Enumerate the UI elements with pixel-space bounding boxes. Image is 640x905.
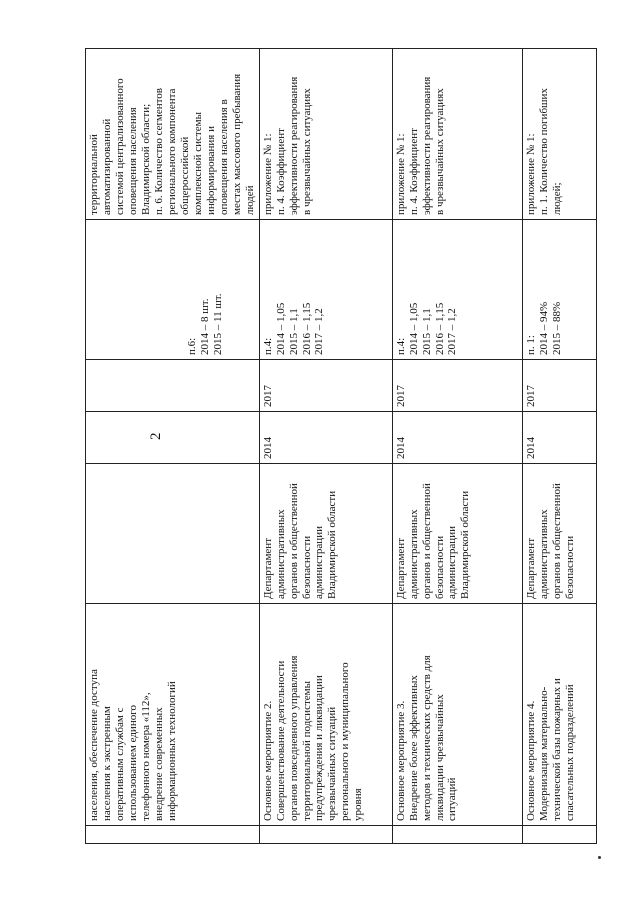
- cell-text-line: внедрение современных: [152, 707, 165, 821]
- start-year-cell: [86, 412, 260, 464]
- cell-text-line: методов и технических средств для: [420, 655, 433, 821]
- reference-cell: [392, 49, 522, 220]
- cell-text-line: п.6:: [186, 337, 198, 355]
- cell-text-line: Владимирской области: [326, 490, 339, 599]
- cell-text-line: Владимирской области: [459, 490, 472, 599]
- executor-cell: [392, 464, 522, 604]
- table-row: [86, 49, 260, 844]
- cell-text-line: Внедрение более эффективных: [407, 675, 420, 821]
- table-row: [392, 49, 522, 844]
- cell-text-line: Совершенствование деятельности: [274, 660, 287, 821]
- cell-text-line: комплексной системы: [191, 112, 204, 215]
- cell-text-line: п. 1:: [524, 335, 537, 355]
- cell-text-line: регионального и муниципального: [339, 662, 352, 821]
- cell-text-line: 2016 – 1,15: [300, 302, 313, 355]
- cell-text-line: системой централизованного: [113, 78, 126, 215]
- executor-cell: [259, 464, 392, 604]
- cell-text-line: п. 1. Количество погибших: [537, 88, 550, 215]
- cell-text-line: п.4:: [394, 337, 407, 355]
- cell-text-line: Департамент: [524, 537, 537, 599]
- cell-text-line: п. 6. Количество сегментов: [152, 87, 165, 215]
- cell-text-line: в чрезвычайных ситуациях: [433, 88, 446, 215]
- cell-text-line: 2017 – 1,2: [313, 308, 326, 355]
- cell-text-line: населения к экстренным: [100, 706, 113, 821]
- cell-text-line: информационных технологий: [165, 681, 178, 821]
- cell-text-line: автоматизированной: [100, 118, 113, 215]
- cell-text-line: органов повседневного управления: [287, 655, 300, 821]
- reference-cell: [522, 49, 596, 220]
- end-year-cell: [522, 360, 596, 412]
- cell-text-line: п. 4. Коэффициент: [274, 128, 287, 215]
- start-year-cell: [259, 412, 392, 464]
- reference-cell: [86, 49, 260, 220]
- cell-text-line: приложение № 1:: [261, 133, 274, 215]
- cell-text-line: администрации: [446, 526, 459, 599]
- cell-text-line: 2015 – 1,1: [420, 308, 433, 355]
- cell-text-line: органов и общественной: [550, 483, 563, 599]
- row-number-cell: [522, 826, 596, 844]
- cell-text-line: спасательных подразделений: [563, 684, 576, 821]
- cell-text-line: общероссийской: [178, 136, 191, 215]
- measures-table-rotated: [85, 49, 576, 844]
- cell-text-line: технической базы пожарных и: [550, 678, 563, 821]
- cell-text: 2017: [524, 385, 537, 407]
- cell-text-line: телефонного номера «112»,: [139, 692, 152, 821]
- cell-text: 2014: [261, 437, 274, 459]
- cell-text-line: 2015 – 88%: [550, 301, 563, 355]
- cell-text-line: п.4:: [261, 337, 274, 355]
- cell-text-line: 2015 – 11 шт.: [211, 293, 224, 355]
- cell-text-line: Модернизация материально-: [537, 686, 550, 821]
- executor-cell: [522, 464, 596, 604]
- cell-text-line: 2014 – 94%: [537, 301, 550, 355]
- cell-text-line: 2016 – 1,15: [433, 302, 446, 355]
- cell-text-line: 2014 – 1,05: [274, 302, 287, 355]
- cell-text-line: эффективности реагирования: [420, 76, 433, 215]
- cell-text-line: людей;: [550, 182, 563, 215]
- cell-text-line: оповещения населения: [126, 107, 139, 215]
- page-number: 2: [148, 432, 164, 440]
- table-row: [259, 49, 392, 844]
- measure-name-cell: [86, 604, 260, 826]
- cell-text-line: ситуаций: [446, 777, 459, 821]
- cell-text-line: административных: [274, 509, 287, 599]
- cell-text-line: территориальной: [88, 134, 100, 215]
- measure-name-cell: [392, 604, 522, 826]
- table-row: [522, 49, 596, 844]
- cell-text-line: 2014 – 8 шт.: [198, 298, 211, 355]
- cell-text-line: безопасности: [563, 535, 576, 599]
- cell-text-line: административных: [537, 509, 550, 599]
- cell-text-line: органов и общественной: [420, 483, 433, 599]
- cell-text-line: в чрезвычайных ситуациях: [300, 88, 313, 215]
- indicator-cell: [86, 220, 260, 360]
- end-year-cell: [392, 360, 522, 412]
- cell-text-line: органов и общественной: [287, 483, 300, 599]
- cell-text-line: административных: [407, 509, 420, 599]
- measure-name-cell: [259, 604, 392, 826]
- cell-text-line: безопасности: [300, 535, 313, 599]
- end-year-cell: [86, 360, 260, 412]
- indicator-cell: [392, 220, 522, 360]
- cell-text-line: приложение № 1:: [524, 133, 537, 215]
- cell-text-line: администрации: [313, 526, 326, 599]
- cell-text-line: использованием единого: [126, 705, 139, 821]
- executor-cell: [86, 464, 260, 604]
- row-number-cell: [259, 826, 392, 844]
- indicator-cell: [522, 220, 596, 360]
- cell-text-line: регионального компонента: [165, 88, 178, 215]
- cell-text-line: 2014 – 1,05: [407, 302, 420, 355]
- cell-text-line: 2015 – 1,1: [287, 308, 300, 355]
- cell-text: 2017: [394, 385, 407, 407]
- start-year-cell: [392, 412, 522, 464]
- cell-text-line: ликвидации чрезвычайных: [433, 694, 446, 821]
- reference-cell: [259, 49, 392, 220]
- cell-text-line: уровня: [352, 788, 365, 821]
- cell-text-line: местах массового пребывания: [230, 73, 243, 215]
- cell-text: 2014: [394, 437, 407, 459]
- cell-text-line: Департамент: [394, 537, 407, 599]
- cell-text-line: Департамент: [261, 537, 274, 599]
- cell-text-line: безопасности: [433, 535, 446, 599]
- measure-name-cell: [522, 604, 596, 826]
- cell-text-line: территориальной подсистемы: [300, 681, 313, 821]
- cell-text-line: людей: [243, 185, 256, 215]
- cell-text-line: 2017 – 1,2: [446, 308, 459, 355]
- cell-text-line: эффективности реагирования: [287, 76, 300, 215]
- start-year-cell: [522, 412, 596, 464]
- cell-text-line: Основное мероприятие 2.: [261, 700, 274, 821]
- cell-text-line: Основное мероприятие 3.: [394, 700, 407, 821]
- end-year-cell: [259, 360, 392, 412]
- cell-text-line: чрезвычайных ситуаций: [326, 706, 339, 821]
- cell-text-line: предупреждения и ликвидации: [313, 675, 326, 821]
- indicator-cell: [259, 220, 392, 360]
- cell-text-line: населения, обеспечение доступа: [88, 669, 100, 821]
- cell-text: 2017: [261, 385, 274, 407]
- scan-dot: [598, 856, 601, 859]
- cell-text-line: оповещения населения в: [217, 99, 230, 215]
- cell-text-line: оперативным службам с: [113, 707, 126, 821]
- cell-text-line: приложение № 1:: [394, 133, 407, 215]
- measures-table: [85, 48, 597, 844]
- cell-text-line: Владимирской области;: [139, 103, 152, 215]
- cell-text: 2014: [524, 437, 537, 459]
- cell-text-line: п. 4. Коэффициент: [407, 128, 420, 215]
- cell-text-line: информирования и: [204, 126, 217, 215]
- row-number-cell: [392, 826, 522, 844]
- cell-text-line: Основное мероприятие 4.: [524, 700, 537, 821]
- row-number-cell: [86, 826, 260, 844]
